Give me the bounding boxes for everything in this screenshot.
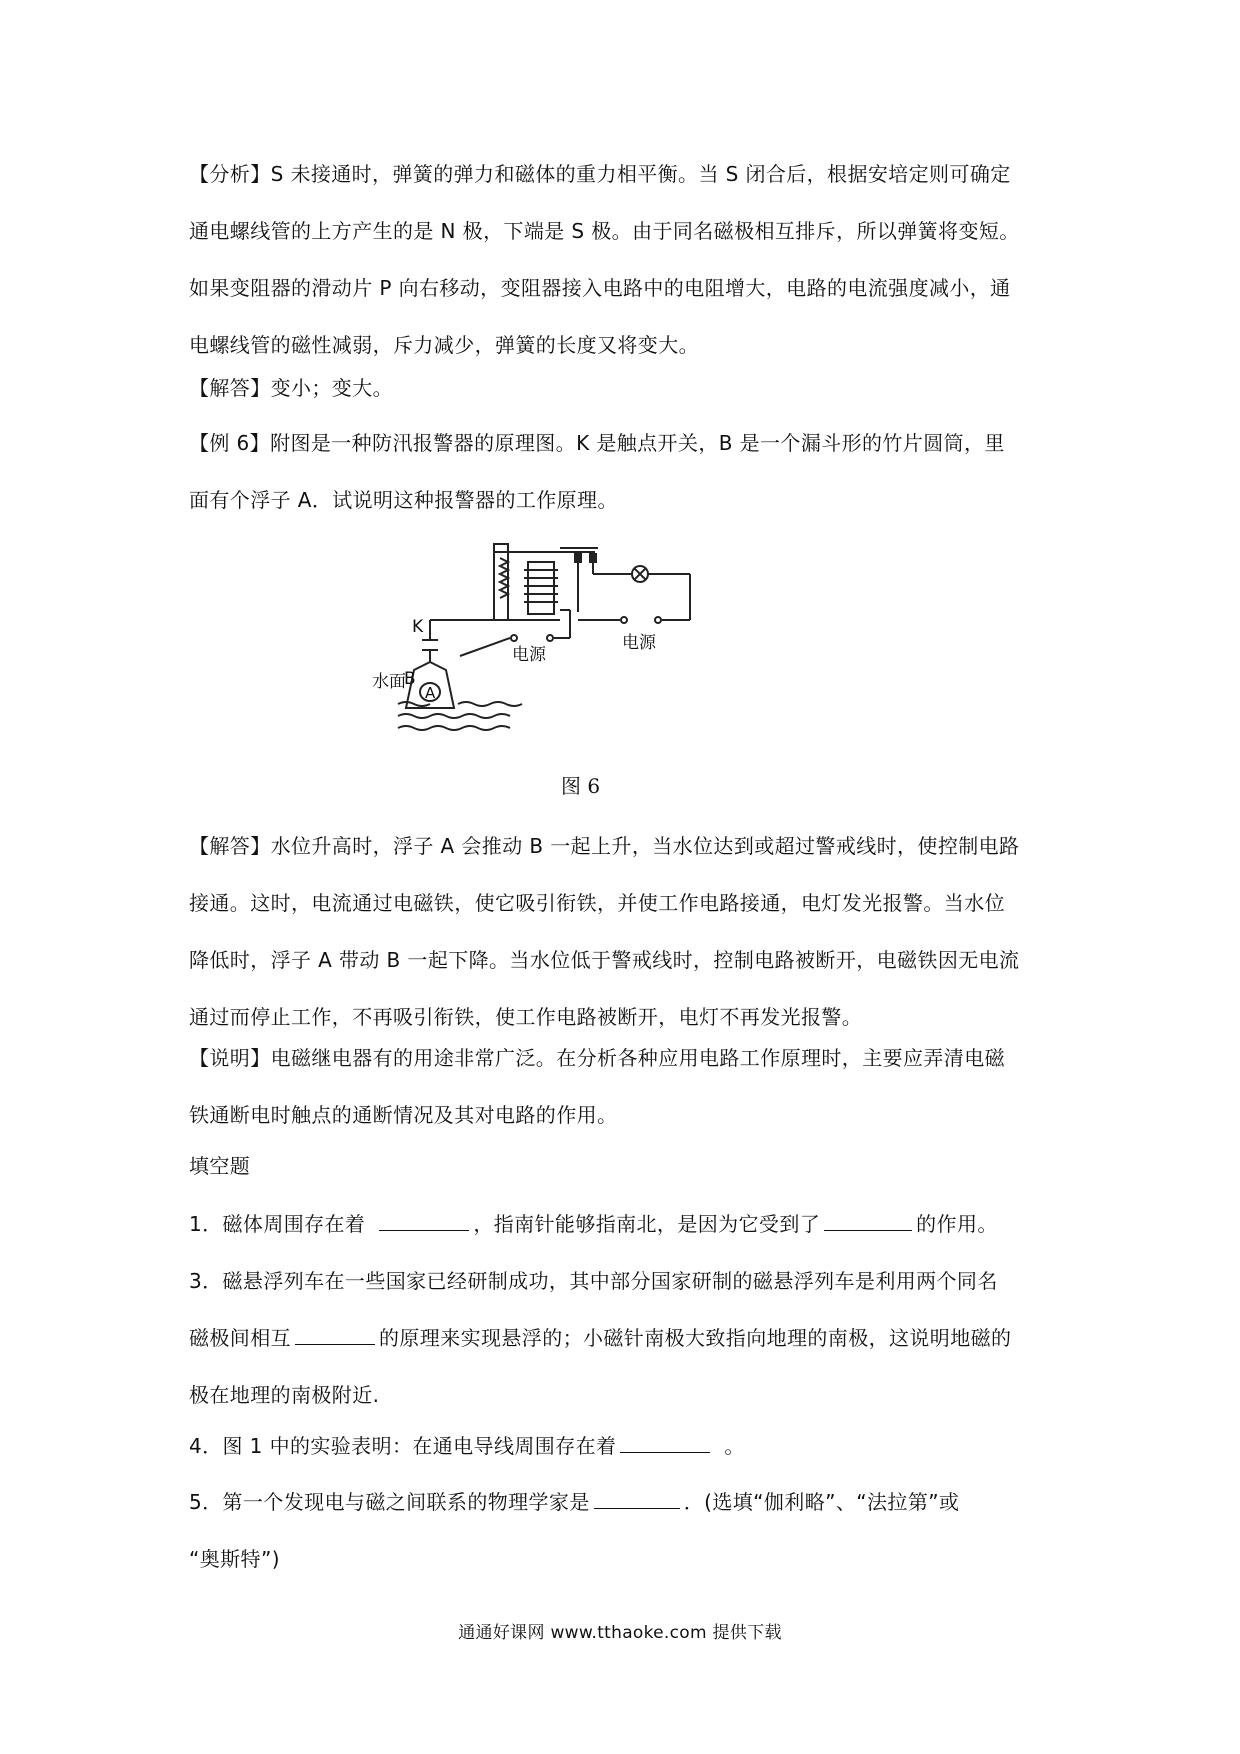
q3-line-1: 3．磁悬浮列车在一些国家已经研制成功，其中部分国家研制的磁悬浮列车是利用两个同名 — [189, 1269, 998, 1293]
q3-line-3: 极在地理的南极附近. — [189, 1383, 380, 1407]
question-5 — [189, 1474, 1061, 1588]
analysis-line: 通电螺线管的上方产生的是 N 极，下端是 S 极。由于同名磁极相互排斥，所以弹簧将变短。 — [189, 219, 1020, 243]
q5-blank-1[interactable] — [594, 1507, 680, 1509]
analysis-paragraph — [189, 146, 1061, 374]
label-power-work: 电源 — [622, 633, 656, 653]
answer-line: 降低时，浮子 A 带动 B 一起下降。当水位低于警戒线时，控制电路被断开，电磁铁因无电流 — [189, 948, 1020, 972]
analysis-line: 【分析】S 未接通时，弹簧的弹力和磁体的重力相平衡。当 S 闭合后，根据安培定则可确定 — [189, 162, 1011, 186]
label-k: K — [412, 617, 424, 637]
label-power-control: 电源 — [512, 645, 546, 665]
answer-line: 【解答】变小；变大。 — [189, 376, 393, 400]
answer-paragraph — [189, 360, 1061, 417]
q3-text-1: 磁极间相互 — [189, 1326, 291, 1350]
q1-text-3: 的作用。 — [916, 1212, 998, 1236]
answer-2-paragraph — [189, 818, 1061, 1046]
example-line: 面有个浮子 A．试说明这种报警器的工作原理。 — [189, 488, 618, 512]
q1-text-1: 1．磁体周围存在着 — [189, 1212, 366, 1236]
analysis-line: 电螺线管的磁性减弱，斥力减少，弹簧的长度又将变大。 — [189, 333, 699, 357]
note-line: 铁通断电时触点的通断情况及其对电路的作用。 — [189, 1103, 618, 1127]
q5-text-2: ．(选填“伽利略”、“法拉第”或 — [683, 1490, 960, 1514]
figure-caption: 图 6 — [561, 774, 601, 798]
page-footer: 通通好课网 www.tthaoke.com 提供下载 — [458, 1623, 782, 1643]
q5-text-1: 5．第一个发现电与磁之间联系的物理学家是 — [189, 1490, 590, 1514]
q3-blank-1[interactable] — [295, 1343, 375, 1345]
answer-line: 接通。这时，电流通过电磁铁，使它吸引衔铁，并使工作电路接通，电灯发光报警。当水位 — [189, 891, 1005, 915]
question-1 — [189, 1196, 1061, 1253]
q4-text-2: 。 — [724, 1434, 745, 1458]
note-line: 【说明】电磁继电器有的用途非常广泛。在分析各种应用电路工作原理时，主要应弄清电磁 — [189, 1046, 1005, 1070]
label-b: B — [404, 669, 416, 689]
section-title — [189, 1138, 1061, 1195]
answer-line: 通过而停止工作，不再吸引衔铁，使工作电路被断开，电灯不再发光报警。 — [189, 1005, 863, 1029]
analysis-line: 如果变阻器的滑动片 P 向右移动，变阻器接入电路中的电阻增大，电路的电流强度减小，通 — [189, 276, 1011, 300]
note-paragraph — [189, 1030, 1061, 1144]
q3-text-2: 的原理来实现悬浮的；小磁针南极大致指向地理的南极，这说明地磁的 — [379, 1326, 1012, 1350]
q1-blank-2[interactable] — [824, 1229, 912, 1231]
example-line: 【例 6】附图是一种防汛报警器的原理图。K 是触点开关，B 是一个漏斗形的竹片圆筒，里 — [189, 431, 1005, 455]
q1-blank-1[interactable] — [379, 1229, 469, 1231]
question-4 — [189, 1418, 1061, 1475]
q4-blank-1[interactable] — [620, 1451, 710, 1453]
q4-text-1: 4．图 1 中的实验表明：在通电导线周围存在着 — [189, 1434, 617, 1458]
example-6-paragraph — [189, 415, 1061, 529]
alarm-circuit-diagram — [372, 532, 774, 740]
answer-line: 【解答】水位升高时，浮子 A 会推动 B 一起上升，当水位达到或超过警戒线时，使控制电路 — [189, 834, 1020, 858]
spring-shape — [500, 558, 508, 598]
question-3 — [189, 1253, 1061, 1424]
label-water-surface: 水面 — [372, 672, 406, 692]
q5-line-2: “奥斯特”) — [189, 1547, 280, 1571]
label-a: A — [425, 684, 436, 702]
section-title-text: 填空题 — [189, 1154, 251, 1178]
q1-text-2: ，指南针能够指南北，是因为它受到了 — [473, 1212, 821, 1236]
